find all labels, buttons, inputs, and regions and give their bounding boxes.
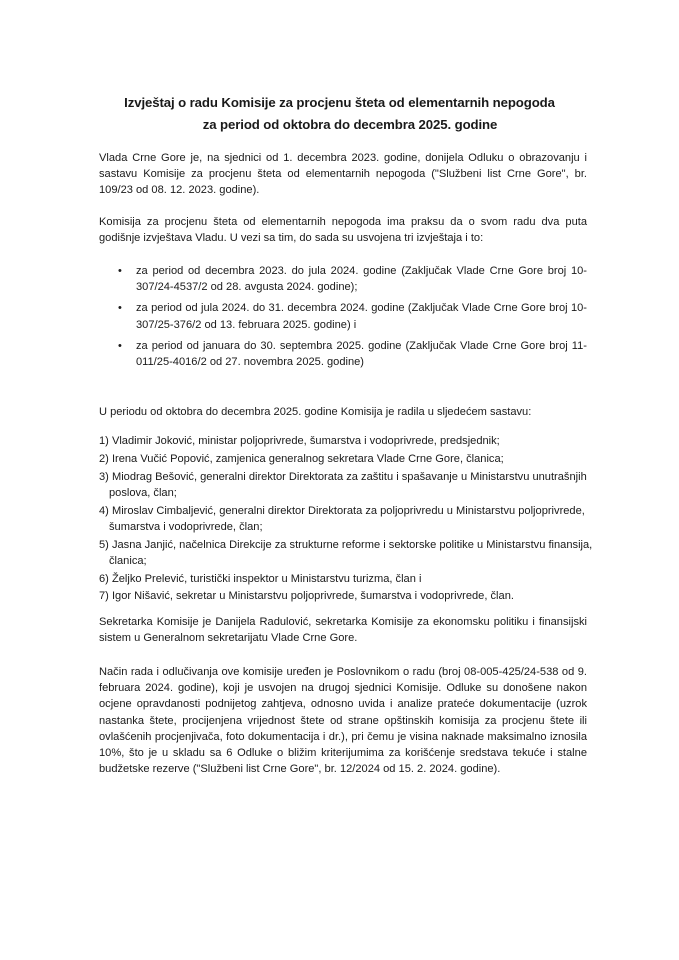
document-title-line-1: Izvještaj o radu Komisije za procjenu šteta od elementarnih nepogoda bbox=[124, 95, 555, 110]
paragraph-secretary: Sekretarka Komisije je Danijela Radulović, sekretarka Komisije za ekonomsku politiku i finansijski sistem u Generalnom sekretarijatu Vlade Crne Gore. bbox=[99, 616, 587, 645]
member-item: 2) Irena Vučić Popović, zamjenica generalnog sekretara Vlade Crne Gore, članica; bbox=[99, 452, 504, 465]
member-item: 4) Miroslav Cimbaljević, generalni direktor Direktorata za poljoprivredu u Ministarstvu poljoprivrede, šumarstva i vodoprivrede, član; bbox=[99, 504, 585, 533]
paragraph-decision: Vlada Crne Gore je, na sjednici od 1. decembra 2023. godine, donijela Odluku o obrazovanju i sastavu Komisije za procjenu šteta od elementarnih nepogoda ("Službeni list Crne Gore", br. 109/23 od 08. 12. 2023. godine). bbox=[99, 152, 587, 197]
list-item-text: za period od jula 2024. do 31. decembra 2024. godine (Zaključak Vlade Crne Gore broj 10-307/25-376/2 od 13. februara 2025. godine) i bbox=[136, 302, 587, 331]
list-item-text: za period od januara do 30. septembra 2025. godine (Zaključak Vlade Crne Gore broj 11-011/25-4016/2 od 27. novembra 2025. godine) bbox=[136, 339, 587, 369]
list-item bbox=[99, 263, 587, 295]
member-item: 7) Igor Nišavić, sekretar u Ministarstvu poljoprivrede, šumarstva i vodoprivrede, član. bbox=[99, 590, 514, 603]
list-item bbox=[99, 300, 587, 332]
list-item bbox=[99, 338, 587, 370]
paragraph-reports-intro: Komisija za procjenu šteta od elementarnih nepogoda ima praksu da o svom radu dva puta godišnje izvještava Vladu. U vezi sa tim, do sada su usvojena tri izvještaja i to: bbox=[99, 216, 587, 245]
bullet-icon: • bbox=[118, 265, 122, 277]
bullet-icon: • bbox=[118, 339, 122, 352]
document-title-line-2: za period od oktobra do decembra 2025. godine bbox=[202, 117, 498, 132]
bullet-icon: • bbox=[118, 302, 122, 315]
member-item: 5) Jasna Janjić, načelnica Direkcije za strukturne reforme i sektorske politike u Ministarstvu finansija, članica; bbox=[99, 538, 593, 567]
paragraph-composition: U periodu od oktobra do decembra 2025. godine Komisija je radila u sljedećem sastavu: bbox=[99, 406, 532, 418]
member-item: 1) Vladimir Joković, ministar poljoprivrede, šumarstva i vodoprivrede, predsjednik; bbox=[99, 435, 500, 447]
members-list bbox=[99, 433, 599, 606]
member-item: 6) Željko Prelević, turistički inspektor u Ministarstvu turizma, član i bbox=[99, 572, 422, 585]
paragraph-procedure: Način rada i odlučivanja ove komisije uređen je Poslovnikom o radu (broj 08-005-425/24-538 od 9. februara 2024. godine), koji je usvojen na drugoj sjednici Komisije. Odluke su donošene nakon ocjene opravdanosti podnijetog zahtjeva, odnosno uvida i analize prateće dokumentacije (uzrok nastanka štete, procijenjena vrijednost štete od strane opštinskih komisija za procjenu štete ili ovlašćenih procjenjivača, foto dokumentacija i dr.), pri čemu je visina naknade maksimalno iznosila 10%, što je u skladu sa 6 Odluke o bližim kriterijumima za korišćenje sredstava tekuće i stalne budžetske rezerve ("Službeni list Crne Gore", br. 12/2024 od 15. 2. 2024. godine). bbox=[99, 666, 587, 776]
reports-list bbox=[99, 263, 587, 375]
list-item-text: za period od decembra 2023. do jula 2024. godine (Zaključak Vlade Crne Gore broj 10-307/24-4537/2 od 28. avgusta 2024. godine); bbox=[136, 265, 587, 294]
member-item: 3) Miodrag Bešović, generalni direktor Direktorata za zaštitu i spašavanje u Ministarstvu unutrašnjih poslova, član; bbox=[99, 470, 587, 499]
